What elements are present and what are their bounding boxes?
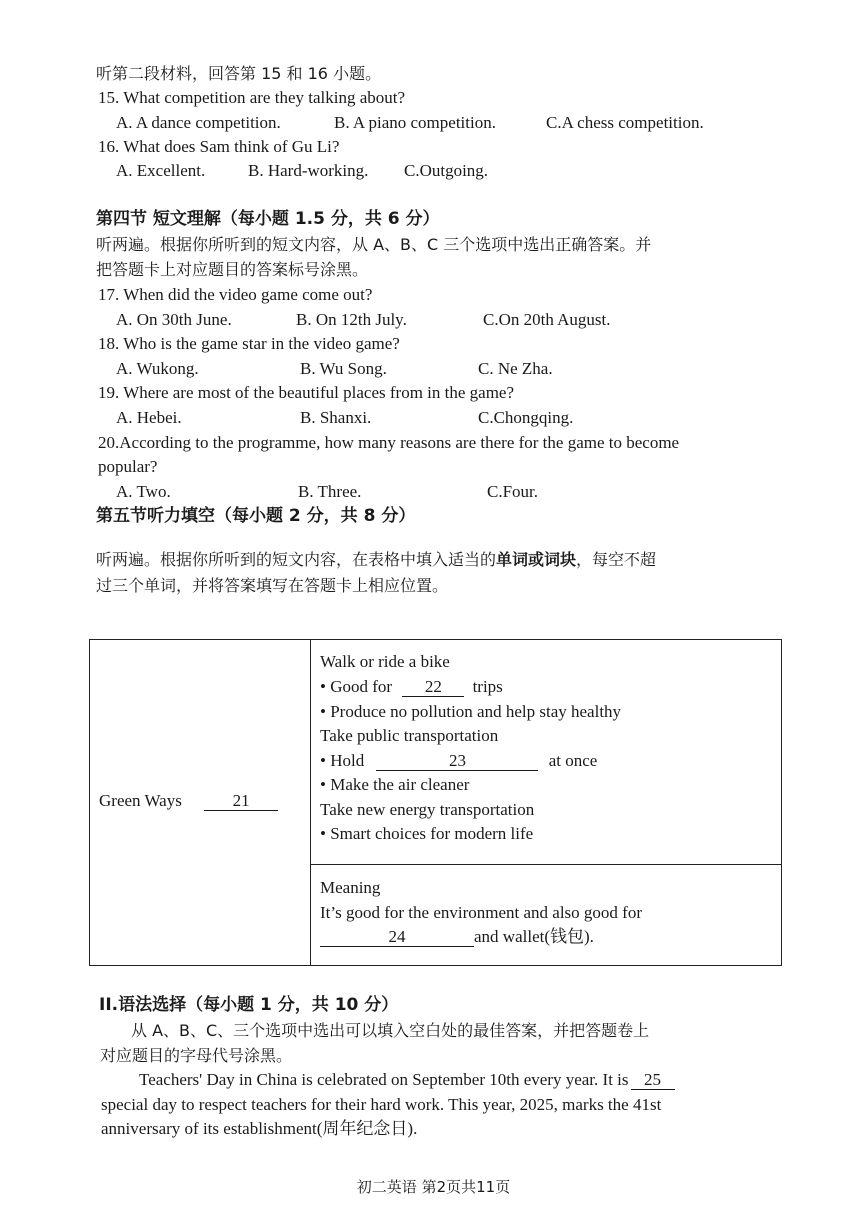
section-4-instruction-1: 听两遍。根据你所听到的短文内容，从 A、B、C 三个选项中选出正确答案。并 [96, 235, 652, 254]
section-5-title: 第五节听力填空（每小题 2 分，共 8 分） [96, 506, 416, 526]
q17-option-c: C.On 20th August. [483, 310, 611, 329]
table-row-walk: Walk or ride a bike [320, 652, 450, 671]
instruction-text-tail: ，每空不超 [576, 550, 657, 569]
table-row-no-pollution: • Produce no pollution and help stay healthy [320, 702, 622, 721]
section-4-instruction-2: 把答题卡上对应题目的答案标号涂黑。 [96, 260, 369, 279]
section-5-instruction-1 [96, 549, 656, 571]
q20-option-c: C.Four. [487, 482, 539, 501]
q15-option-c: C.A chess competition. [546, 113, 704, 132]
question-18: 18. Who is the game star in the video game? [98, 334, 400, 353]
table-row-good-for [320, 676, 503, 698]
q19-option-b: B. Shanxi. [300, 408, 372, 427]
table-row-public-transport: Take public transportation [320, 726, 499, 745]
passage-text: Teachers' Day in China is celebrated on September 10th every year. It is [139, 1070, 629, 1089]
table-row-smart-choices: • Smart choices for modern life [320, 824, 534, 843]
instruction-emphasis: 单词或词块 [496, 550, 577, 569]
q18-option-b: B. Wu Song. [300, 359, 387, 378]
question-16: 16. What does Sam think of Gu Li? [98, 137, 340, 156]
table-row-new-energy: Take new energy transportation [320, 800, 535, 819]
q16-option-a: A. Excellent. [116, 161, 206, 180]
question-15: 15. What competition are they talking about? [98, 88, 406, 107]
grammar-passage-line-1 [139, 1069, 675, 1091]
question-20-line-1: 20.According to the programme, how many reasons are there for the game to become [98, 433, 680, 452]
blank-22: 22 [402, 678, 464, 697]
section-4-title: 第四节 短文理解（每小题 1.5 分，共 6 分） [96, 209, 440, 229]
table-meaning-heading: Meaning [320, 878, 381, 897]
instruction-text: 听两遍。根据你所听到的短文内容，在表格中填入适当的 [96, 550, 497, 569]
table-left-cell [99, 790, 278, 812]
table-divider-horizontal [310, 864, 781, 865]
grammar-instruction-1: 从 A、B、C、三个选项中选出可以填入空白处的最佳答案，并把答题卷上 [131, 1021, 650, 1040]
grammar-instruction-2: 对应题目的字母代号涂黑。 [100, 1046, 293, 1065]
listening-intro: 听第二段材料，回答第 15 和 16 小题。 [96, 64, 382, 83]
blank-25: 25 [631, 1071, 675, 1090]
at-once-text: at once [548, 751, 598, 770]
table-meaning-blank-line [320, 926, 594, 948]
q20-option-a: A. Two. [116, 482, 171, 501]
section-5-instruction-2: 过三个单词，并将答案填写在答题卡上相应位置。 [96, 576, 449, 595]
q18-option-a: A. Wukong. [116, 359, 199, 378]
table-row-hold [320, 750, 597, 772]
q19-option-c: C.Chongqing. [478, 408, 574, 427]
green-ways-table [89, 639, 782, 966]
blank-23: 23 [376, 752, 538, 771]
q17-option-b: B. On 12th July. [296, 310, 407, 329]
q16-option-c: C.Outgoing. [404, 161, 489, 180]
q20-option-b: B. Three. [298, 482, 362, 501]
q15-option-b: B. A piano competition. [334, 113, 496, 132]
q18-option-c: C. Ne Zha. [478, 359, 553, 378]
table-divider-vertical [310, 640, 311, 965]
grammar-passage-line-3: anniversary of its establishment(周年纪念日). [101, 1119, 418, 1138]
hold-text: • Hold [320, 751, 365, 770]
table-row-air-cleaner: • Make the air cleaner [320, 775, 470, 794]
grammar-passage-line-2: special day to respect teachers for their hard work. This year, 2025, marks the 41st [101, 1095, 662, 1114]
question-19: 19. Where are most of the beautiful places from in the game? [98, 383, 515, 402]
trips-text: trips [472, 677, 503, 696]
green-ways-label: Green Ways [99, 791, 182, 810]
q17-option-a: A. On 30th June. [116, 310, 232, 329]
q16-option-b: B. Hard-working. [248, 161, 369, 180]
question-20-line-2: popular? [98, 457, 158, 476]
blank-24: 24 [320, 928, 474, 947]
table-meaning-line: It’s good for the environment and also good for [320, 903, 642, 922]
page-footer: 初二英语 第2页共11页 [356, 1178, 511, 1196]
good-for-text: • Good for [320, 677, 393, 696]
blank-21: 21 [204, 792, 278, 811]
grammar-title: II.语法选择（每小题 1 分，共 10 分） [99, 995, 399, 1015]
question-17: 17. When did the video game come out? [98, 285, 373, 304]
q15-option-a: A. A dance competition. [116, 113, 281, 132]
wallet-text: and wallet(钱包). [474, 927, 594, 946]
q19-option-a: A. Hebei. [116, 408, 182, 427]
